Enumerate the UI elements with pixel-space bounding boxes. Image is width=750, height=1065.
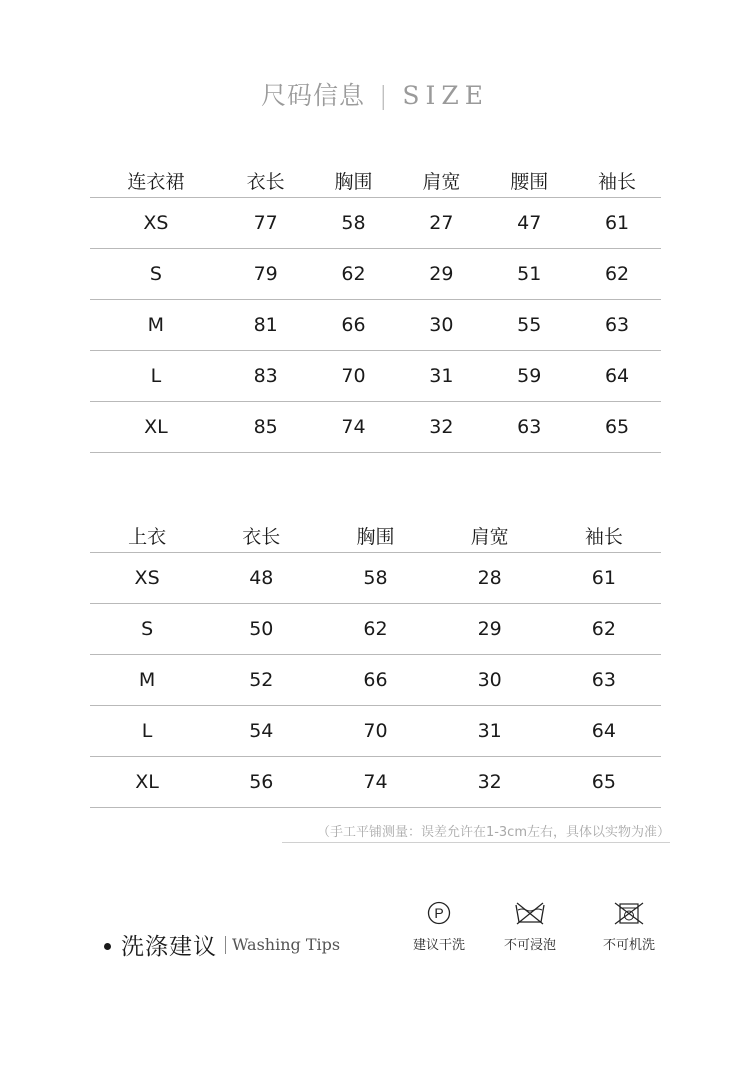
care-label: 建议干洗 xyxy=(412,938,465,953)
table-row xyxy=(90,198,661,249)
table-cell: 65 xyxy=(547,757,661,808)
header-cell: 胸围 xyxy=(318,519,432,553)
table-cell: 59 xyxy=(485,351,573,402)
care-label: 不可浸泡 xyxy=(503,938,556,953)
table-cell: 79 xyxy=(222,249,310,300)
table-cell: 51 xyxy=(485,249,573,300)
table-cell: 30 xyxy=(397,300,485,351)
table-row xyxy=(90,757,661,808)
table-cell: M xyxy=(90,655,204,706)
table-cell: 63 xyxy=(573,300,661,351)
header-cell: 腰围 xyxy=(485,164,573,198)
table-cell: XL xyxy=(90,402,222,453)
care-label: 不可机洗 xyxy=(602,938,655,953)
table-cell: 29 xyxy=(397,249,485,300)
table-row xyxy=(90,655,661,706)
table-row xyxy=(90,604,661,655)
table-cell: 66 xyxy=(310,300,398,351)
table-row xyxy=(90,249,661,300)
table-cell: 61 xyxy=(547,553,661,604)
table-cell: 30 xyxy=(433,655,547,706)
table-row xyxy=(90,300,661,351)
table-cell: XS xyxy=(90,553,204,604)
table-row xyxy=(90,402,661,453)
header-cell: 肩宽 xyxy=(433,519,547,553)
table-cell: 61 xyxy=(573,198,661,249)
table-cell: 62 xyxy=(573,249,661,300)
table-cell: 62 xyxy=(318,604,432,655)
header-cell: 袖长 xyxy=(547,519,661,553)
table-cell: S xyxy=(90,249,222,300)
table-cell: 28 xyxy=(433,553,547,604)
table-cell: 63 xyxy=(547,655,661,706)
care-item-no-machine-wash xyxy=(594,900,664,953)
table-cell: 32 xyxy=(433,757,547,808)
care-item-no-soak xyxy=(495,900,565,953)
table-cell: S xyxy=(90,604,204,655)
table-cell: L xyxy=(90,351,222,402)
dry-clean-p-icon xyxy=(426,900,452,926)
header-cell: 衣长 xyxy=(222,164,310,198)
washing-title-cn: 洗涤建议 xyxy=(121,934,217,960)
table-cell: 58 xyxy=(318,553,432,604)
header-cell: 胸围 xyxy=(310,164,398,198)
table-cell: 64 xyxy=(547,706,661,757)
title-en: SIZE xyxy=(402,81,490,110)
washing-tips-heading xyxy=(104,928,340,961)
table-cell: 62 xyxy=(310,249,398,300)
table-cell: 50 xyxy=(204,604,318,655)
table-header-row xyxy=(90,164,661,198)
bullet-dot-icon xyxy=(104,943,111,950)
heading-divider xyxy=(225,936,226,954)
table-cell: 74 xyxy=(318,757,432,808)
table-cell: 54 xyxy=(204,706,318,757)
header-cell: 肩宽 xyxy=(397,164,485,198)
title-cn: 尺码信息 xyxy=(260,81,365,110)
table-cell: 56 xyxy=(204,757,318,808)
table-cell: 74 xyxy=(310,402,398,453)
care-item-dry-clean xyxy=(404,900,474,953)
table-cell: 29 xyxy=(433,604,547,655)
svg-text:P: P xyxy=(434,905,444,921)
table-cell: M xyxy=(90,300,222,351)
table-cell: 70 xyxy=(318,706,432,757)
table-cell: 52 xyxy=(204,655,318,706)
table-cell: 47 xyxy=(485,198,573,249)
table-cell: 31 xyxy=(433,706,547,757)
title-divider: | xyxy=(378,81,389,110)
table-cell: 62 xyxy=(547,604,661,655)
top-size-table xyxy=(90,519,661,808)
table-cell: 55 xyxy=(485,300,573,351)
table-cell: 81 xyxy=(222,300,310,351)
table-cell: 58 xyxy=(310,198,398,249)
table-row xyxy=(90,706,661,757)
table-cell: L xyxy=(90,706,204,757)
no-machine-wash-icon xyxy=(613,900,645,926)
page-title xyxy=(0,76,750,112)
table-cell: 66 xyxy=(318,655,432,706)
table-cell: 27 xyxy=(397,198,485,249)
table-cell: 31 xyxy=(397,351,485,402)
table-cell: 70 xyxy=(310,351,398,402)
measurement-note: （手工平铺测量：误差允许在1-3cm左右，具体以实物为准） xyxy=(282,821,670,843)
table-cell: 32 xyxy=(397,402,485,453)
washing-title-en: Washing Tips xyxy=(232,935,341,954)
header-cell: 上衣 xyxy=(90,519,204,553)
table-cell: 64 xyxy=(573,351,661,402)
table-cell: XL xyxy=(90,757,204,808)
table-cell: XS xyxy=(90,198,222,249)
no-soak-icon xyxy=(514,900,546,926)
table-header-row xyxy=(90,519,661,553)
table-cell: 77 xyxy=(222,198,310,249)
table-row xyxy=(90,351,661,402)
table-cell: 48 xyxy=(204,553,318,604)
header-cell: 袖长 xyxy=(573,164,661,198)
table-row xyxy=(90,553,661,604)
table-cell: 63 xyxy=(485,402,573,453)
table-cell: 85 xyxy=(222,402,310,453)
dress-size-table xyxy=(90,164,661,453)
table-cell: 83 xyxy=(222,351,310,402)
table-cell: 65 xyxy=(573,402,661,453)
header-cell: 连衣裙 xyxy=(90,164,222,198)
header-cell: 衣长 xyxy=(204,519,318,553)
